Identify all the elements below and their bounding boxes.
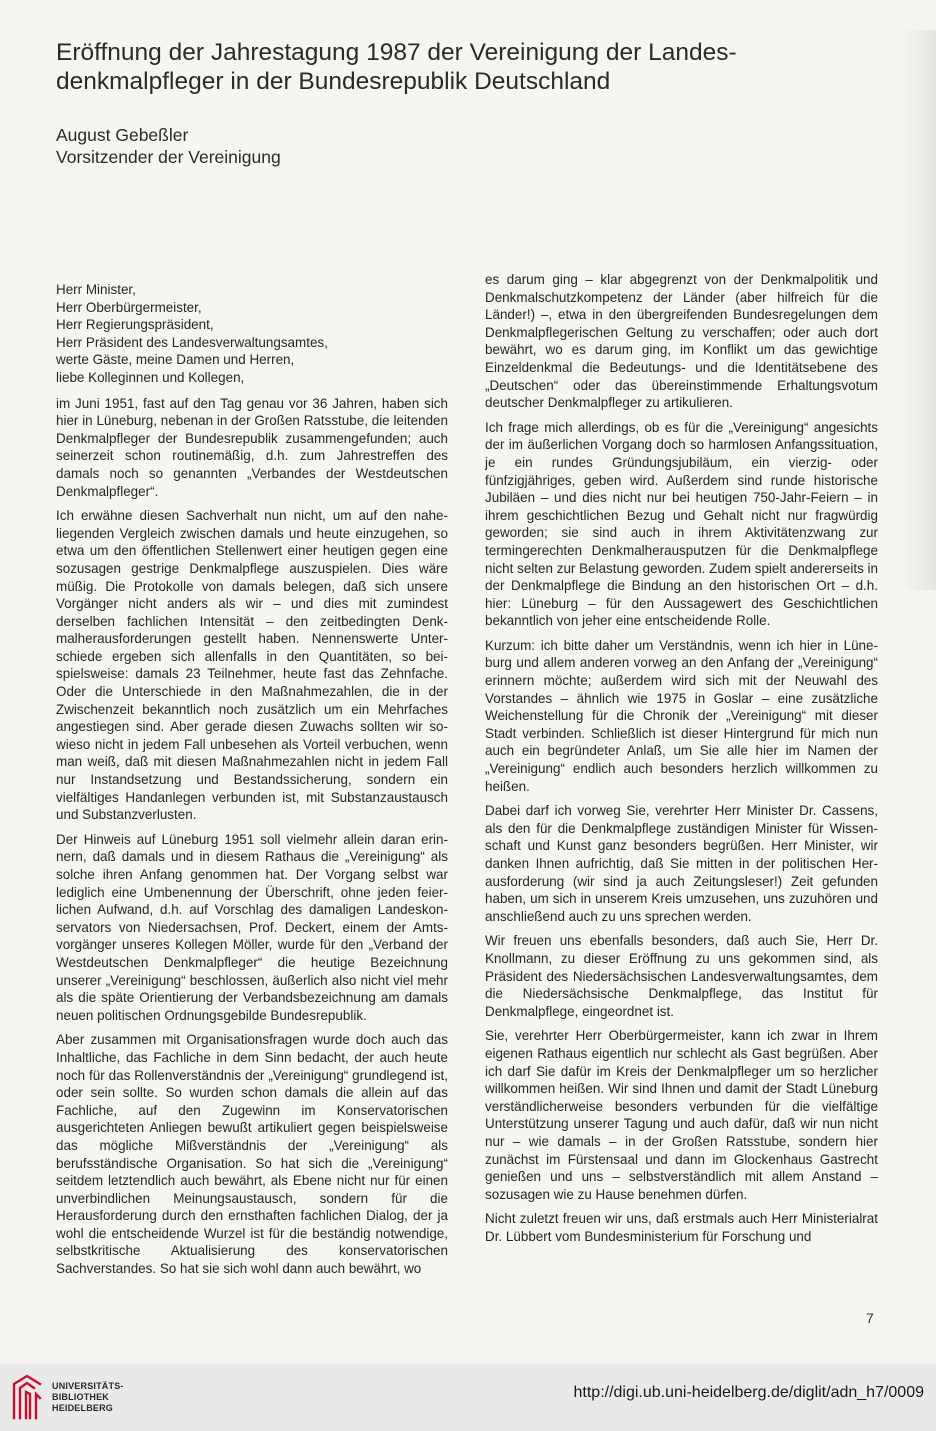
source-url-link[interactable]: http://digi.ub.uni-heidelberg.de/diglit/adn_h7/0009 [573, 1384, 924, 1401]
university-library-logo-icon[interactable] [10, 1374, 44, 1420]
author-name: August Gebeßler [56, 125, 189, 145]
right-column [485, 271, 878, 1252]
author-block [56, 124, 556, 168]
paragraph: Kurzum: ich bitte daher um Verständnis, wenn ich hier in Lüneburg und allem anderen vorweg an den Anfang der „Vereinigung“ erinnern möchte; außerdem wird sich mit der Neuwahl des Vorstandes – ähnlich wie 1975 in Goslar – eine zusätzliche Weichenstellung für die Chronik der „Vereinigung“ mit dieser Stadt verbinden. Schließlich ist dieser Hintergrund für mich nun auch ein begründeter Anlaß, um Sie alle hier im Namen der „Vereinigung“ endlich auch besonders herzlich willkommen zu heißen. [485, 637, 878, 794]
page-number: 7 [866, 1310, 874, 1326]
paragraph: Dabei darf ich vorweg Sie, verehrter Herr Minister Dr. Cassens, als den für die Denkmalpflege zuständigen Minister für Wissenschaft und Kunst ganz besonders begrüßen. Herr Minister, wir danken Ihnen aufrichtig, daß Sie mitten in der politischen Herausforderung (wir sind ja auch Zeitungsleser!) Zeit gefunden haben, um sich in unserem Kreis umzusehen, uns zuzuhören und anschließend auch zu uns sprechen werden. [485, 803, 878, 924]
page-edge-shadow [900, 30, 936, 590]
paragraph: Wir freuen uns ebenfalls besonders, daß auch Sie, Herr Dr. Knollmann, zu dieser Eröffnung zu uns gekommen sind, als Präsident des Niedersächsischen Landesverwaltungsamtes, dem die Niedersächsische Denkmalpflege, das Institut für Denkmalpflege, eingeordnet ist. [485, 933, 878, 1019]
library-name [52, 1381, 124, 1414]
salutation: Herr Minister, Herr Oberbürgermeister, Herr Regierungspräsident, Herr Präsident des Landesverwaltungsamtes, werte Gäste, meine Damen und Herren, liebe Kolleginnen und Kollegen, [56, 282, 328, 385]
paragraph: es darum ging – klar abgegrenzt von der Denkmalpolitik und Denkmalschutzkompetenz der Länder (aber hilfreich für die Länder!) –, etwa in den übergreifenden Bundesregelungen dem Denkmalpflegerischen Geltung zu verschaffen; oder auch dort bewährt, wo es darum ging, im Konflikt um das gewichtige Einzeldenkmal die Bedeutungs- und die Identitätsebene des „Deutschen“ oder das übereinstimmende Erhaltungsvotum deutscher Denkmalpfleger zu artikulieren. [485, 272, 878, 411]
article-title: Eröffnung der Jahrestagung 1987 der Vereinigung der Landes- denkmalpfleger in der Bundesrepublik Deutschland [56, 39, 737, 95]
library-name-line: BIBLIOTHEK [52, 1392, 109, 1402]
footer-bar [0, 1364, 936, 1431]
paragraph: Der Hinweis auf Lüneburg 1951 soll vielmehr allein daran erinnern, daß damals und in diesem Rathaus die „Vereinigung“ als solche ihren Anfang genommen hat. Der Vorgang selbst war lediglich eine Umbenennung der Überschrift, ohne jeden feierlichen Aufwand, d.h. auf Vorschlag des damaligen Landeskonservators von Niedersachsen, Prof. Deckert, einem der Amtsvorgänger unseres Kollegen Möller, wurde für den „Verband der Westdeutschen Denkmalpfleger“ die heutige Bezeichnung unserer „Vereinigung“ beschlossen, äußerlich also nicht viel mehr als die späte Orientierung der Verbandsbezeichnung am damals neuen politischen Ordnungsgebilde Bundesrepublik. [56, 831, 448, 1023]
paragraph: im Juni 1951, fast auf den Tag genau vor 36 Jahren, haben sich hier in Lüneburg, nebenan in der Großen Ratsstube, die leitenden Denkmalpfleger der Bundesrepublik zusammengefunden; auch seinerzeit schon routinemäßig, d.h. zum Jahrestreffen des damals noch so genannten „Verbandes der Westdeutschen Denkmalpfleger“. [56, 395, 448, 499]
paragraph: Ich frage mich allerdings, ob es für die „Vereinigung“ angesichts der im äußerlichen Vorgang doch so harmlosen Anfangssituation, je ein rundes Gründungsjubiläum, ein vierzig- oder fünfzigjähriges, geben wird. Außerdem sind runde historische Jubiläen – und dies nicht nur bei heutigen 750-Jahr-Feiern – in ihrem geschichtlichen Bezug und Gehalt nicht nur fragwürdig geworden; sie sind auch in ihrem Aktivitätenzwang zur termingerechten Denkmalherausputzen für die Denkmalpflege nicht selten zur Belastung geworden. Zudem spielt andererseits in der Denkmalpflege die Bindung an den historischen Ort – d.h. hier: Lüneburg – für den Aussagewert des Geschichtlichen bekanntlich von jeher eine entscheidende Rolle. [485, 419, 878, 629]
library-name-line: HEIDELBERG [52, 1403, 114, 1413]
library-name-line: UNIVERSITÄTS- [52, 1381, 124, 1391]
author-role: Vorsitzender der Vereinigung [56, 147, 281, 167]
paragraph: Aber zusammen mit Organisationsfragen wurde doch auch das Inhaltliche, das Fachliche in dem Sinn bedacht, der auch heute noch für das Rollenverständnis der „Vereinigung“ grundlegend ist, oder sein sollte. So wurden schon damals die allein auf das Fachliche, auf den Zugewinn im Konservatorischen ausgerichteten Anliegen bewußt artikuliert gegen beispielsweise das mögliche Mißverständnis der „Vereinigung“ als berufsständische Organisation. So hat sich die „Vereinigung“ seitdem letztendlich auch bewährt, als Ebene nicht nur für einen unverbindlichen Meinungsaustausch, sondern für die Herausforderung durch den ernsthaften fachlichen Dialog, der ja wohl die entscheidende Wurzel ist für die beständig notwendige, selbstkritische Aktualisierung des konservatorischen Sachverstandes. So hat sie sich wohl dann auch bewährt, wo [56, 1032, 448, 1277]
paragraph: Ich erwähne diesen Sachverhalt nun nicht, um auf den naheliegenden Vergleich zwischen damals und heute einzugehen, so etwa um den öffentlichen Stellenwert einer heutigen gegen eine sozusagen gestrige Denkmalpflege auszuspielen. Dies wäre müßig. Die Protokolle von damals belegen, daß sich unsere Vorgänger nicht anders als wir – und dies mit zumindest derselben fachlichen Intensität – den zeitbedingten Denkmalherausforderungen gestellt haben. Nennenswerte Unterschiede ergeben sich allenfalls in den Quantitäten, so beispielsweise: damals 23 Teilnehmer, heute fast das Zehnfache. Oder die Unterschiede in den Maßnahmezahlen, die in der Zwischenzeit bekanntlich noch zusätzlich um ein Mehrfaches angestiegen sind. Aber gerade diesen Zuwachs sollten wir sowieso nicht in jedem Fall unbesehen als Vorteil verbuchen, wenn man weiß, daß mit diesen Maßnahmezahlen nicht in jedem Fall nur Instandsetzung und Bestandssicherung, sondern ein vielfältiges Handanlegen verbunden ist, mit Substanzaustausch und Substanzverlusten. [56, 508, 448, 823]
paragraph: Sie, verehrter Herr Oberbürgermeister, kann ich zwar in Ihrem eigenen Rathaus eigentlich nur schlecht als Gast begrüßen. Aber ich darf Sie dafür im Kreis der Denkmalpfleger um so herzlicher willkommen heißen. Wir sind Ihnen und damit der Stadt Lüneburg verständlicherweise besonders verbunden für die vielfältige Unterstützung unserer Tagung und auch dafür, daß wir nun nicht nur – wie damals – in der Großen Ratsstube, sondern hier zunächst im Fürstensaal und dann im Glockenhaus Gastrecht genießen und uns – selbstverständlich mit allem Anstand – sozusagen wie zu Hause benehmen dürfen. [485, 1028, 878, 1202]
left-column [56, 281, 448, 1285]
paragraph: Nicht zuletzt freuen wir uns, daß erstmals auch Herr Ministerialrat Dr. Lübbert vom Bundesministerium für Forschung und [485, 1211, 878, 1244]
